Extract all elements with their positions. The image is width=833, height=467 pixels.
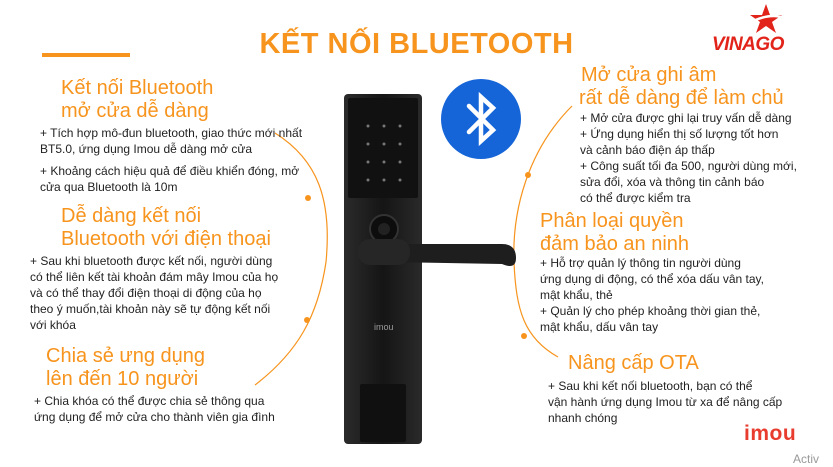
feature-text: + Quản lý cho phép khoảng thời gian thẻ, xyxy=(540,304,761,318)
smart-lock-image xyxy=(330,94,520,446)
feature-text: và cảnh báo điện áp thấp xyxy=(580,143,715,157)
feature-text: + Sau khi kết nối bluetooth, bạn có thể xyxy=(548,379,753,393)
feature-text: mật khẩu, dấu vân tay xyxy=(540,320,659,334)
feature-text: + Sau khi bluetooth được kết nối, người dùng xyxy=(30,254,273,268)
feature-permissions-body xyxy=(540,255,820,335)
feature-app-share xyxy=(46,345,306,391)
feature-access-log xyxy=(581,64,831,110)
feature-heading: Dễ dàng kết nối xyxy=(61,205,202,227)
star-icon xyxy=(746,2,786,36)
feature-text: + Chia khóa có thể được chia sẻ thông qua xyxy=(34,394,265,408)
feature-text: nhanh chóng xyxy=(548,411,618,425)
imou-logo: imou xyxy=(744,422,797,445)
feature-text: mật khẩu, thẻ xyxy=(540,288,613,302)
activation-watermark: Activ xyxy=(793,452,820,466)
feature-ota-body xyxy=(548,378,828,426)
feature-text: có thể liên kết tài khoản đám mây Imou của họ xyxy=(30,270,279,284)
feature-text: + Khoảng cách hiệu quả để điều khiển đóng, mở xyxy=(40,164,300,178)
feature-heading: Bluetooth với điện thoại xyxy=(61,228,271,250)
feature-text: và có thể thay đổi điện thoại di động của họ xyxy=(30,286,262,300)
feature-heading: rất dễ dàng để làm chủ xyxy=(579,87,784,109)
feature-ota xyxy=(568,352,768,375)
feature-heading: Nâng cấp OTA xyxy=(568,352,699,374)
feature-heading: mở cửa dễ dàng xyxy=(61,100,209,122)
feature-bluetooth-unlock-body xyxy=(40,125,340,195)
feature-text: có thể được kiểm tra xyxy=(580,191,691,205)
logo-text: VINAGO xyxy=(712,34,784,55)
feature-text: cửa qua Bluetooth là 10m xyxy=(40,180,178,194)
feature-text: vận hành ứng dụng Imou từ xa để nâng cấp xyxy=(548,395,783,409)
feature-heading: Phân loại quyền xyxy=(540,210,684,232)
feature-text: ứng dụng di động, có thể xóa dấu vân tay, xyxy=(540,272,764,286)
feature-access-log-body xyxy=(580,110,830,206)
feature-text: BT5.0, ứng dụng Imou dễ dàng mở cửa xyxy=(40,142,253,156)
page-title: KẾT NỐI BLUETOOTH xyxy=(259,28,574,60)
feature-bluetooth-unlock xyxy=(61,77,321,123)
feature-text: với khóa xyxy=(30,318,76,332)
feature-text: sửa đổi, xóa và thông tin cảnh báo xyxy=(580,175,765,189)
feature-app-share-body xyxy=(34,393,334,425)
feature-text: + Tích hợp mô-đun bluetooth, giao thức mới nhất xyxy=(40,126,303,140)
feature-heading: đảm bảo an ninh xyxy=(540,233,690,255)
lock-label: imou xyxy=(374,322,394,332)
vinago-logo xyxy=(712,6,824,60)
feature-text: + Mở cửa được ghi lại truy vấn dễ dàng xyxy=(580,111,792,125)
feature-text: theo ý muốn,tài khoản này sẽ tự động kết nối xyxy=(30,302,271,316)
feature-text: + Công suất tối đa 500, người dùng mới, xyxy=(580,159,797,173)
feature-phone-connect-body xyxy=(30,253,330,333)
feature-heading: Chia sẻ ưng dụng xyxy=(46,345,206,367)
feature-heading: lên đến 10 người xyxy=(46,368,199,390)
feature-text: + Hỗ trợ quản lý thông tin người dùng xyxy=(540,256,741,270)
feature-text: + Ứng dụng hiển thị số lượng tốt hơn xyxy=(580,127,779,141)
feature-permissions xyxy=(540,210,800,256)
accent-bar xyxy=(42,53,130,57)
feature-phone-connect xyxy=(61,205,321,251)
feature-heading: Mở cửa ghi âm xyxy=(581,64,717,86)
feature-text: ứng dụng để mở cửa cho thành viên gia đình xyxy=(34,410,275,424)
feature-heading: Kết nối Bluetooth xyxy=(61,77,214,99)
